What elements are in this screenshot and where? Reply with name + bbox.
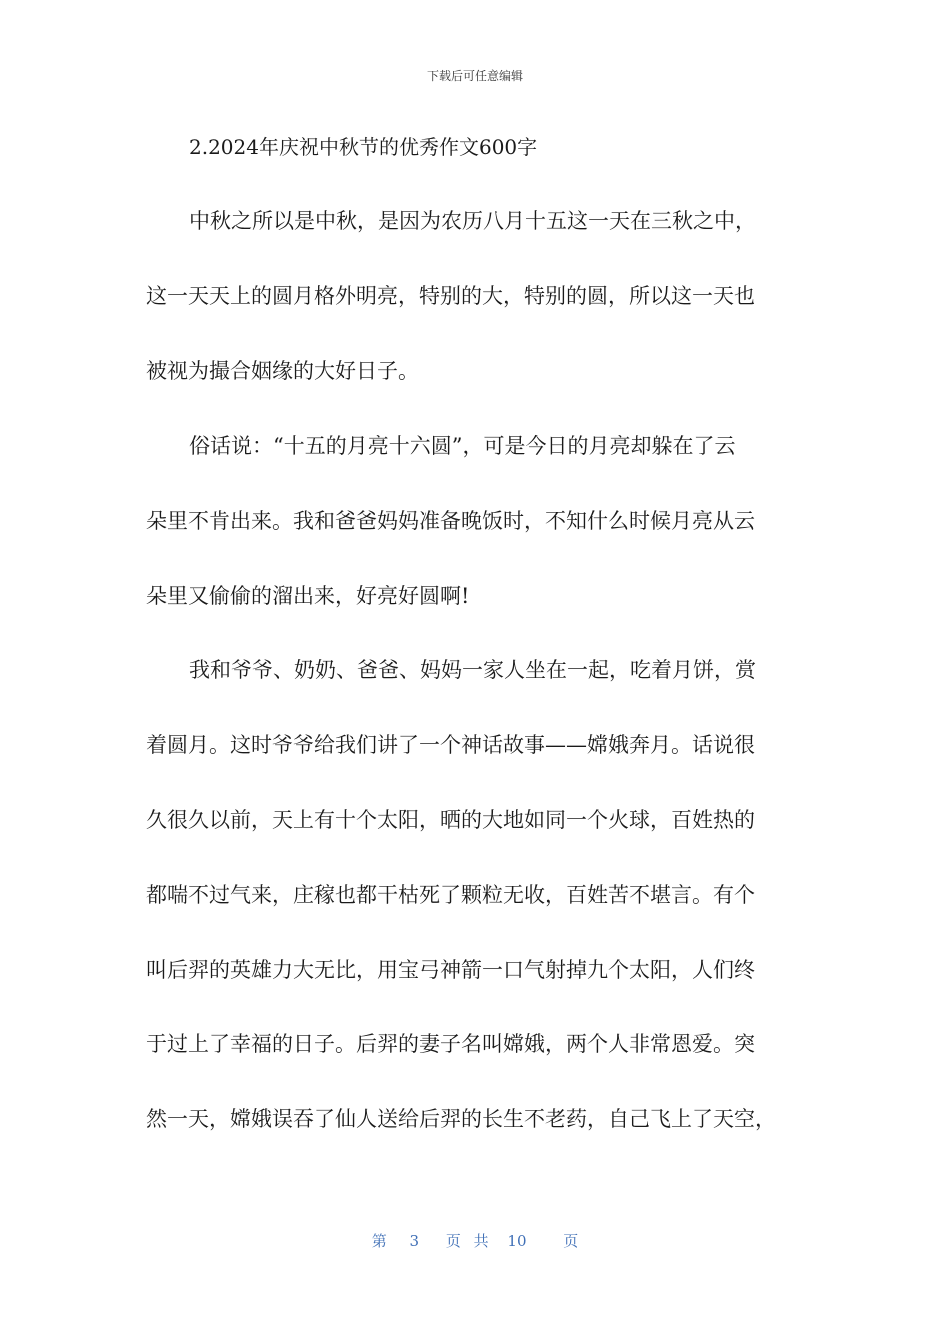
paragraph-line: 被视为撮合姻缘的大好日子。 xyxy=(146,359,419,383)
paragraph-line: 久很久以前，天上有十个太阳，晒的大地如同一个火球，百姓热的 xyxy=(146,808,755,832)
footer-total-pages: 10 xyxy=(507,1232,527,1250)
page-footer xyxy=(0,1230,950,1251)
paragraph-line: 然一天，嫦娥误吞了仙人送给后羿的长生不老药，自己飞上了天空， xyxy=(146,1107,776,1131)
footer-gong: 共 xyxy=(473,1232,489,1250)
paragraph-line: 于过上了幸福的日子。后羿的妻子名叫嫦娥，两个人非常恩爱。突 xyxy=(146,1032,755,1056)
paragraph-line: 俗话说：“十五的月亮十六圆”，可是今日的月亮却躲在了云 xyxy=(189,434,736,458)
footer-ye2: 页 xyxy=(563,1232,579,1250)
footer-ye: 页 xyxy=(445,1232,461,1250)
paragraph-line: 叫后羿的英雄力大无比，用宝弓神箭一口气射掉九个太阳，人们终 xyxy=(146,958,755,982)
paragraph-line: 都喘不过气来，庄稼也都干枯死了颗粒无收，百姓苦不堪言。有个 xyxy=(146,883,755,907)
paragraph-line: 着圆月。这时爷爷给我们讲了一个神话故事——嫦娥奔月。话说很 xyxy=(146,733,755,757)
paragraph-line: 我和爷爷、奶奶、爸爸、妈妈一家人坐在一起，吃着月饼，赏 xyxy=(189,658,756,682)
paragraph-line: 这一天天上的圆月格外明亮，特别的大，特别的圆，所以这一天也 xyxy=(146,284,755,308)
essay-title: 2.2024年庆祝中秋节的优秀作文600字 xyxy=(189,135,538,159)
footer-di: 第 xyxy=(371,1232,387,1250)
paragraph-line: 朵里又偷偷的溜出来，好亮好圆啊! xyxy=(146,584,470,608)
page-header: 下载后可任意编辑 xyxy=(426,69,523,83)
footer-page-number: 3 xyxy=(409,1232,420,1250)
paragraph-line: 中秋之所以是中秋，是因为农历八月十五这一天在三秋之中， xyxy=(189,209,756,233)
paragraph-line: 朵里不肯出来。我和爸爸妈妈准备晚饭时，不知什么时候月亮从云 xyxy=(146,509,755,533)
